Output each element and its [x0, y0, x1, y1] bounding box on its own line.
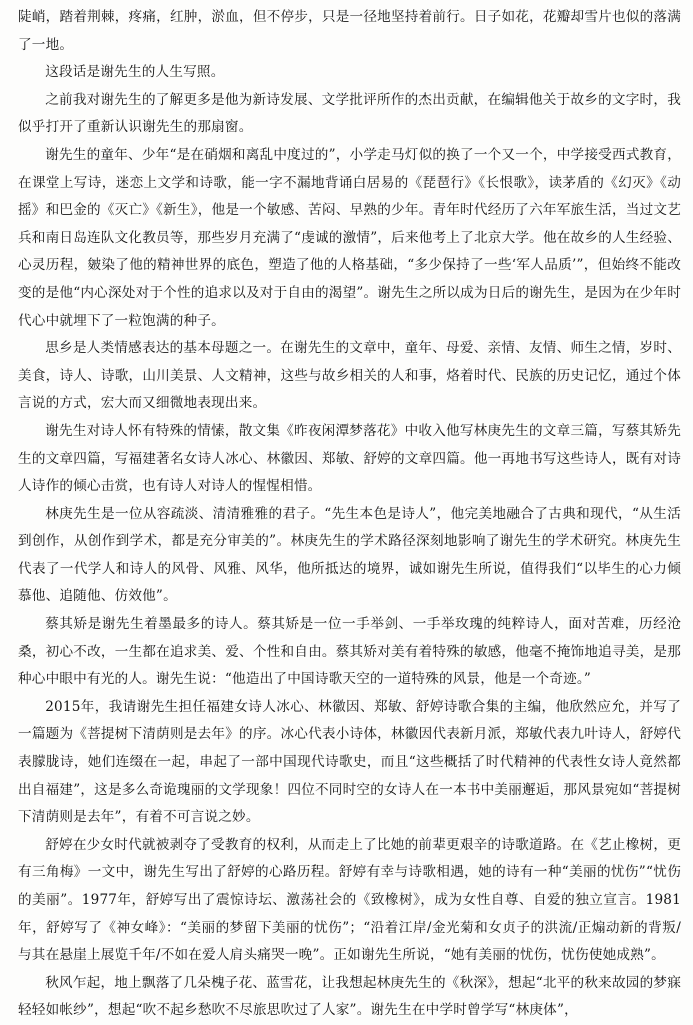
paragraph: 谢先生对诗人怀有特殊的情愫，散文集《昨夜闲潭梦落花》中收入他写林庚先生的文章三篇，写蔡其矫先生的文章四篇，写福建著名女诗人冰心、林徽因、郑敏、舒婷的文章四篇。他一再地书写这些诗人，既有对诗人诗作的倾心击赏，也有诗人对诗人的惺惺相惜。	[18, 422, 681, 495]
paragraph: 秋风乍起，地上飘落了几朵槐子花、蓝雪花，让我想起林庚先生的《秋深》，想起“北平的秋来故园的梦寐轻轻如帐纱”，想起“吹不起乡愁吹不尽旅思吹过了人家”。谢先生在中学时曾学写“林庚体”，	[18, 974, 681, 1019]
paragraph: 舒婷在少女时代就被剥夺了受教育的权利，从而走上了比她的前辈更艰辛的诗歌道路。在《艺止橡树，更有三角梅》一文中，谢先生写出了舒婷的心路历程。舒婷有幸与诗歌相遇，她的诗有一种“美丽的忧伤”“忧伤的美丽”。1977年，舒婷写出了震惊诗坛、激荡社会的《致橡树》，成为女性自尊、自爱的独立宣言。1981年，舒婷写了《神女峰》：“美丽的梦留下美丽的忧伤”；“沿着江岸/金光菊和女贞子的洪流/正煽动新的背叛/与其在悬崖上展览千年/不如在爱人肩头痛哭一晚”。正如谢先生所说，“她有美丽的忧伤，忧伤使她成熟”。	[18, 836, 681, 964]
paragraph: 林庚先生是一位从容疏淡、清清雅雅的君子。“先生本色是诗人”，他完美地融合了古典和现代，“从生活到创作，从创作到学术，都是充分审美的”。林庚先生的学术路径深刻地影响了谢先生的学术研究。林庚先生代表了一代学人和诗人的风骨、风雅、风华，他所抵达的境界，诚如谢先生所说，值得我们“以毕生的心力倾慕他、追随他、仿效他”。	[18, 505, 681, 605]
paragraph: 之前我对谢先生的了解更多是他为新诗发展、文学批评所作的杰出贡献，在编辑他关于故乡的文字时，我似乎打开了重新认识谢先生的那扇窗。	[18, 91, 681, 136]
paragraph: 思乡是人类情感表达的基本母题之一。在谢先生的文章中，童年、母爱、亲情、友情、师生之情，岁时、美食，诗人、诗歌，山川美景、人文精神，这些与故乡相关的人和事，烙着时代、民族的历史记忆，通过个体言说的方式，宏大而又细微地表现出来。	[18, 340, 681, 412]
paragraph: 谢先生的童年、少年“是在硝烟和离乱中度过的”，小学走马灯似的换了一个又一个，中学接受西式教育，在课堂上写诗，迷恋上文学和诗歌，能一字不漏地背诵白居易的《琵琶行》《长恨歌》，读茅盾的《幻灭》《动摇》和巴金的《灭亡》《新生》，他是一个敏感、苦闷、早熟的少年。青年时代经历了六年军旅生活，当过文艺兵和南日岛连队文化教员等，那些岁月充满了“虔诚的激情”，后来他考上了北京大学。他在故乡的人生经验、心灵历程，皴染了他的精神世界的底色，塑造了他的人格基础，“多少保持了一些‘军人品质’”，但始终不能改变的是他“内心深处对于个性的追求以及对于自由的渴望”。谢先生之所以成为日后的谢先生，是因为在少年时代心中就埋下了一粒饱满的种子。	[18, 146, 681, 329]
paragraph: 陡峭，踏着荆棘，疼痛，红肿，淤血，但不停步，只是一径地坚持着前行。日子如花，花瓣却雪片也似的落满了一地。	[18, 9, 681, 53]
paragraph: 这段话是谢先生的人生写照。	[45, 64, 225, 81]
paragraph: 2015年，我请谢先生担任福建女诗人冰心、林徽因、郑敏、舒婷诗歌合集的主编，他欣然应允，并写了一篇题为《菩提树下清荫则是去年》的序。冰心代表小诗体，林徽因代表新月派，郑敏代表九叶诗人，舒婷代表朦胧诗，她们连缀在一起，串起了一部中国现代诗歌史，而且“这些概括了时代精神的代表性女诗人竟然都出自福建”，这是多么奇诡瑰丽的文学现象！四位不同时空的女诗人在一本书中美丽邂逅，那风景宛如“菩提树下清荫则是去年”，有着不可言说之妙。	[18, 698, 681, 826]
paragraph: 蔡其矫是谢先生着墨最多的诗人。蔡其矫是一位一手举剑、一手举玫瑰的纯粹诗人，面对苦难，历经沧桑，初心不改，一生都在追求美、爱、个性和自由。蔡其矫对美有着特殊的敏感，他毫不掩饰地追寻美，是那种心中眼中有光的人。谢先生说：“他造出了中国诗歌天空的一道特殊的风景，他是一个奇迹。”	[18, 616, 681, 688]
